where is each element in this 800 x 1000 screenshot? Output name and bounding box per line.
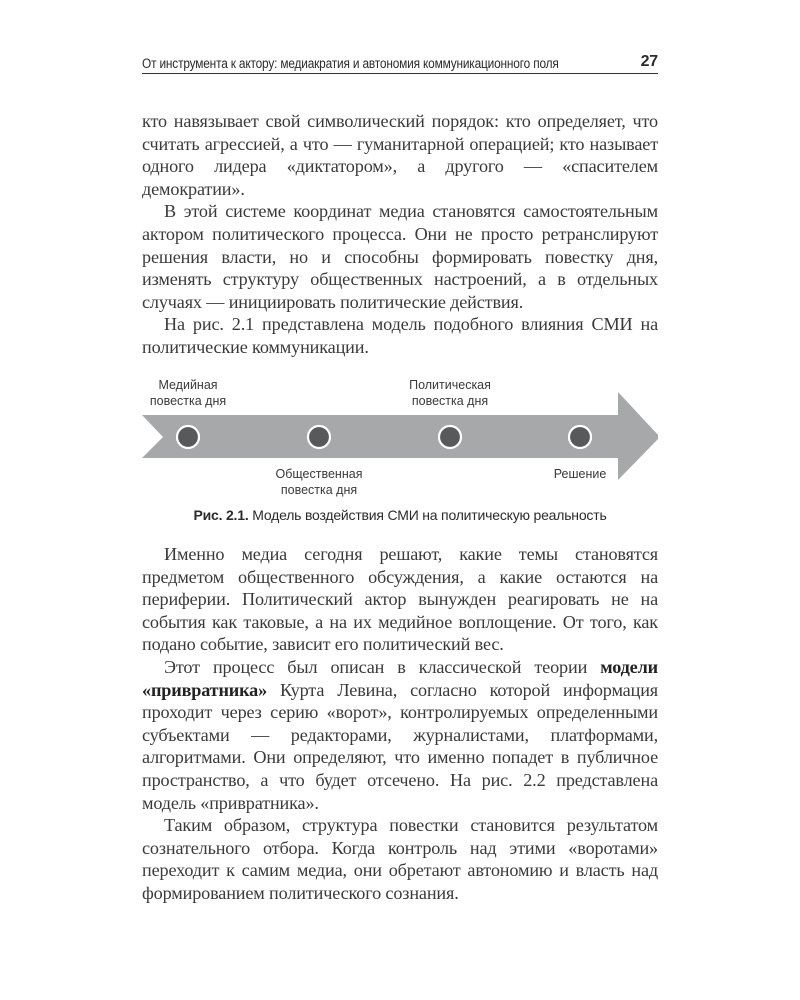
- label-line: Медийная: [158, 378, 218, 392]
- paragraph: Именно медиа сегодня решают, какие темы становятся предметом общественного обсуждения, а какие остаются на периферии. Политический актор вынужден реагировать не на события как таковые, а на их медийное воплощение. От того, как подано событие, зависит его политический вес.: [142, 544, 658, 655]
- node-decision: [569, 426, 591, 448]
- running-header: [142, 50, 658, 74]
- label-decision: [540, 466, 620, 482]
- bold-term-gatekeeper-model: модели «привратника»: [142, 656, 658, 700]
- paragraph: Таким образом, структура повестки становится результатом сознательного отбора. Когда контроль над этими «воротами» переходит к самим медиа, они обретают автономию и власть над формированием политического сознания.: [142, 815, 658, 903]
- text-block-top: [142, 110, 658, 359]
- node-media-agenda: [177, 426, 199, 448]
- label-public-agenda: [264, 466, 374, 498]
- text-run: Курта Левина, согласно которой информация проходит через серию «ворот», контролируемых определенными субъектами — редакторами, журналистами, платформами, алгоритмами. Они определяют, что именно попадет в публичное пространство, а что будет отсечено. На рис. 2.2 представлена модель «привратника».: [142, 679, 658, 813]
- node-public-agenda: [308, 426, 330, 448]
- label-line: Общественная: [275, 467, 363, 481]
- figure-2-1-arrow-diagram: [142, 370, 658, 505]
- figure-caption: [142, 507, 658, 523]
- text-block-bottom: [142, 543, 658, 905]
- label-media-agenda: [134, 377, 242, 409]
- caption-number: Рис. 2.1.: [193, 507, 249, 523]
- caption-text: Модель воздействия СМИ на политическую реальность: [248, 507, 607, 523]
- paragraph: [142, 656, 658, 814]
- running-title: От инструмента к актору: медиакратия и автономия коммуникационного поля: [142, 56, 559, 71]
- paragraph: кто навязывает свой символический порядок: кто определяет, что считать агрессией, а что — гуманитарной операцией; кто называет одного лидера «диктатором», а другого — «спасителем демократии».: [142, 111, 658, 199]
- label-line: повестка дня: [149, 394, 227, 408]
- label-political-agenda: [395, 377, 505, 409]
- paragraph: В этой системе координат медиа становятся самостоятельным актором политического процесса. Они не просто ретранслируют решения власти, но и способны формировать повестку дня, изменять структуру общественных настроений, а в отдельных случаях — инициировать политические действия.: [142, 201, 658, 312]
- text-run: Этот процесс был описан в классической теории: [164, 656, 601, 677]
- label-line: Решение: [553, 467, 607, 481]
- label-line: Политическая: [409, 378, 491, 392]
- node-political-agenda: [439, 426, 461, 448]
- label-line: повестка дня: [280, 483, 358, 497]
- page-number: 27: [640, 53, 658, 70]
- paragraph: На рис. 2.1 представлена модель подобного влияния СМИ на политические коммуникации.: [142, 314, 658, 357]
- label-line: повестка дня: [411, 394, 489, 408]
